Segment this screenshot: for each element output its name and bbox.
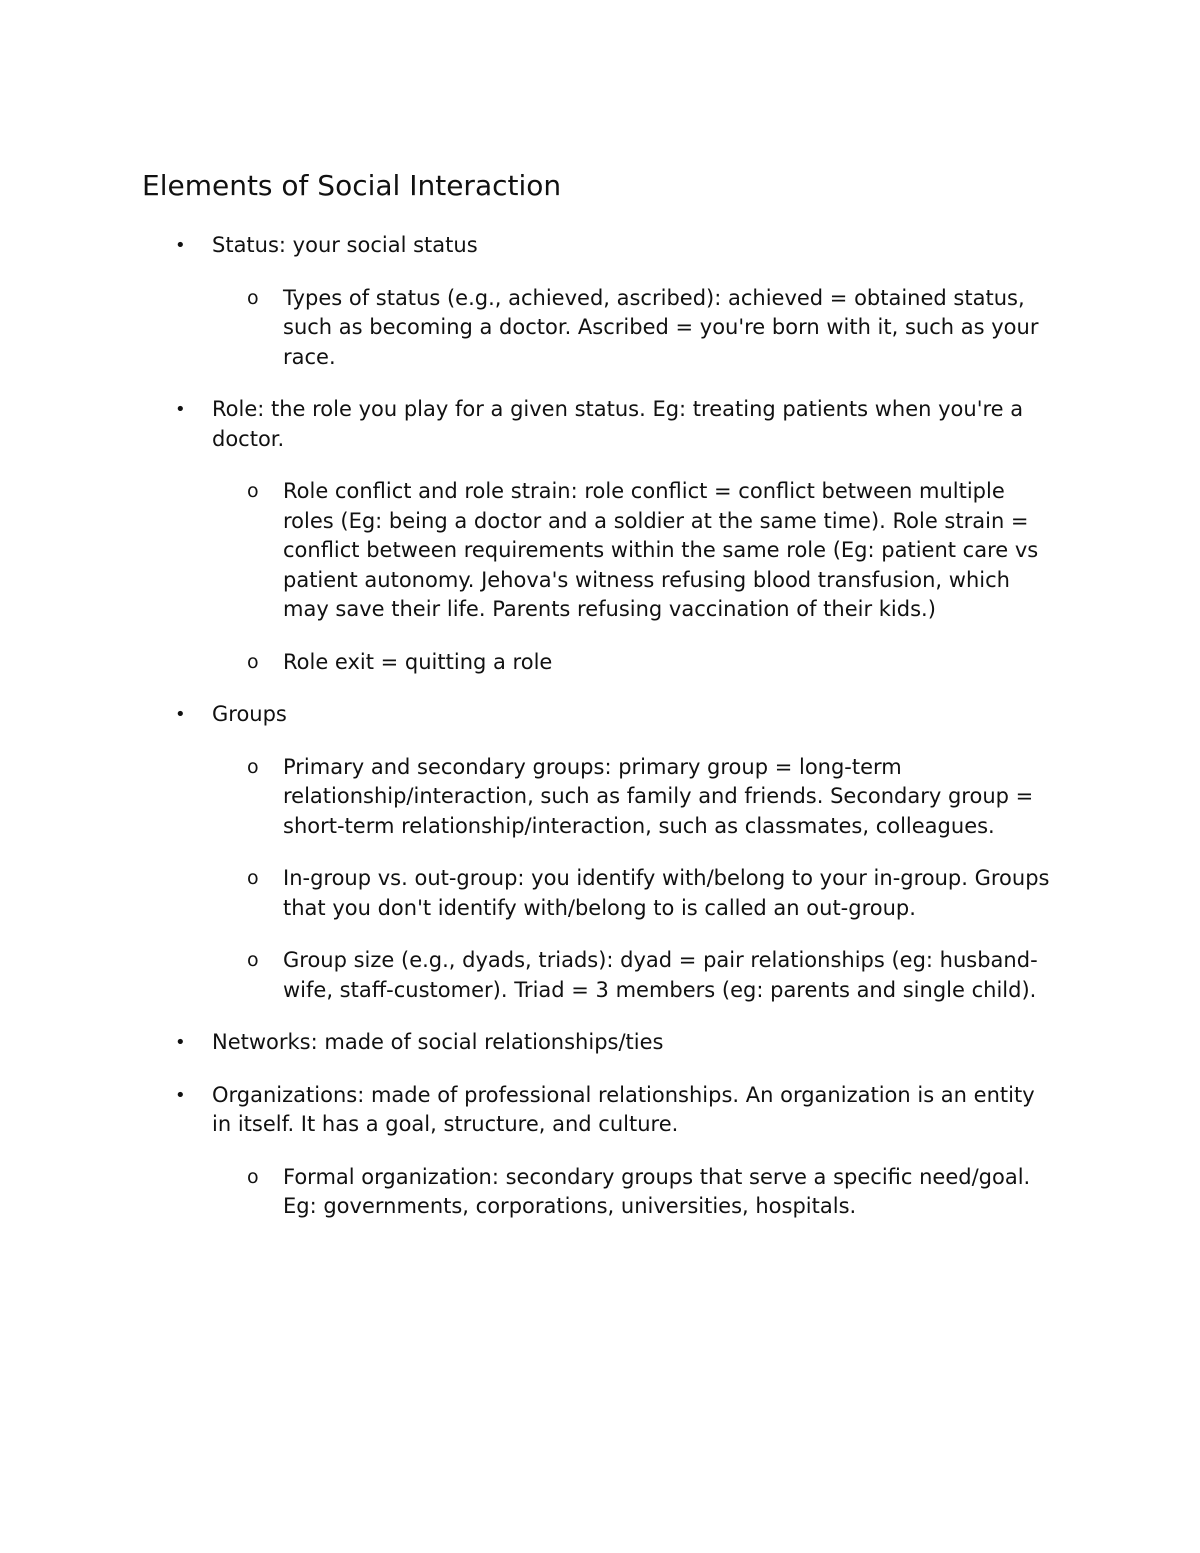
bullet-icon: • bbox=[175, 1032, 186, 1053]
bullet-icon: • bbox=[175, 704, 186, 725]
list-item-text: Role: the role you play for a given status. Eg: treating patients when you're a doctor. bbox=[212, 397, 1024, 451]
list-item bbox=[0, 753, 1053, 842]
list-item bbox=[0, 1081, 1042, 1140]
bullet-icon: • bbox=[175, 235, 186, 256]
list-item-text: Networks: made of social relationships/ties bbox=[212, 1030, 664, 1054]
sub-bullet-icon: o bbox=[247, 867, 259, 889]
list-item bbox=[0, 395, 1042, 454]
list-item bbox=[0, 700, 1042, 730]
list-item-text: Formal organization: secondary groups that serve a specific need/goal. Eg: governments, corporations, universities, hospitals. bbox=[283, 1164, 1031, 1218]
list-item bbox=[0, 864, 1053, 923]
list-item-text: Group size (e.g., dyads, triads): dyad = pair relationships (eg: husband-wife, staff-customer). Triad = 3 members (eg: parents and single child). bbox=[283, 948, 1038, 1002]
sub-bullet-icon: o bbox=[247, 755, 259, 778]
sub-bullet-icon: o bbox=[247, 1165, 259, 1188]
list-item bbox=[0, 231, 1042, 261]
bullet-icon: • bbox=[175, 1084, 186, 1106]
list-item-text: Organizations: made of professional relationships. An organization is an entity in itself. It has a goal, structure, and culture. bbox=[212, 1082, 1035, 1136]
page-title: Elements of Social Interaction bbox=[142, 169, 562, 202]
list-item-text: Types of status (e.g., achieved, ascribed): achieved = obtained status, such as becoming a doctor. Ascribed = you're born with it, such as your race. bbox=[283, 285, 1039, 369]
bullet-list bbox=[0, 231, 1200, 1245]
list-item bbox=[0, 284, 1053, 373]
list-item bbox=[0, 946, 1053, 1005]
list-item bbox=[0, 648, 1053, 678]
list-item-text: In-group vs. out-group: you identify with/belong to your in-group. Groups that you don't identify with/belong to is called an out-group. bbox=[283, 866, 1050, 920]
sub-bullet-icon: o bbox=[247, 650, 259, 673]
sub-bullet-icon: o bbox=[247, 286, 259, 309]
sub-bullet-icon: o bbox=[247, 480, 259, 502]
bullet-icon: • bbox=[175, 399, 186, 420]
list-item-text: Role exit = quitting a role bbox=[283, 649, 553, 674]
list-item bbox=[0, 1028, 1042, 1058]
list-item-text: Role conflict and role strain: role conflict = conflict between multiple roles (Eg: being a doctor and a soldier at the same time). Role strain = conflict between requirements within the same role (Eg: patient care vs patient autonomy. Jehova's witness refusing blood transfusion, which may save their life. Parents refusing vaccination of their kids.) bbox=[283, 479, 1039, 621]
list-item-text: Primary and secondary groups: primary group = long-term relationship/interaction, such as family and friends. Secondary group = short-term relationship/interaction, such as classmates, colleagues. bbox=[283, 754, 1034, 838]
sub-bullet-icon: o bbox=[247, 949, 259, 971]
list-item-text: Groups bbox=[212, 702, 287, 726]
list-item bbox=[0, 1163, 1053, 1222]
list-item-text: Status: your social status bbox=[212, 233, 478, 257]
list-item bbox=[0, 477, 1053, 625]
